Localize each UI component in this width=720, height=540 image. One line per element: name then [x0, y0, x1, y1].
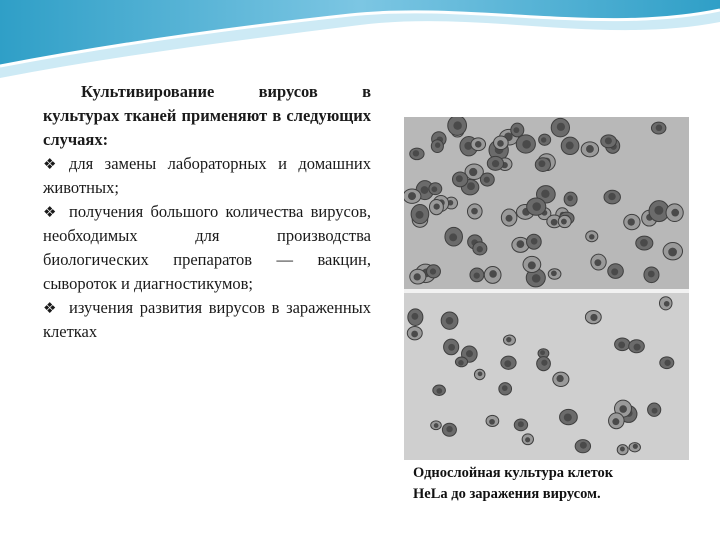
caption-line: HeLa до заражения вирусом. — [413, 486, 601, 502]
diamond-bullet-icon: ❖ — [43, 203, 57, 221]
list-item-text: изучения развития вирусов в зараженных клетках — [43, 298, 371, 341]
list-item-text: для замены лабораторных и домашних животных; — [43, 154, 371, 197]
header-wave-decoration — [0, 0, 720, 90]
list-item — [43, 296, 371, 344]
caption-line: Однослойная культура клеток — [413, 465, 614, 481]
list-item — [43, 152, 371, 200]
diamond-bullet-icon: ❖ — [43, 155, 57, 173]
body-text — [43, 80, 371, 344]
cell-culture-micrograph — [404, 117, 689, 460]
diamond-bullet-icon: ❖ — [43, 299, 57, 317]
list-item-text: получения большого количества вирусов, необходимых для производства биологических препаратов — вакцин, сывороток и диагностикумов; — [43, 202, 371, 293]
list-item — [43, 200, 371, 296]
photo-caption — [413, 463, 693, 505]
intro-paragraph: Культивирование вирусов в культурах тканей применяют в следующих случаях: — [43, 82, 371, 149]
